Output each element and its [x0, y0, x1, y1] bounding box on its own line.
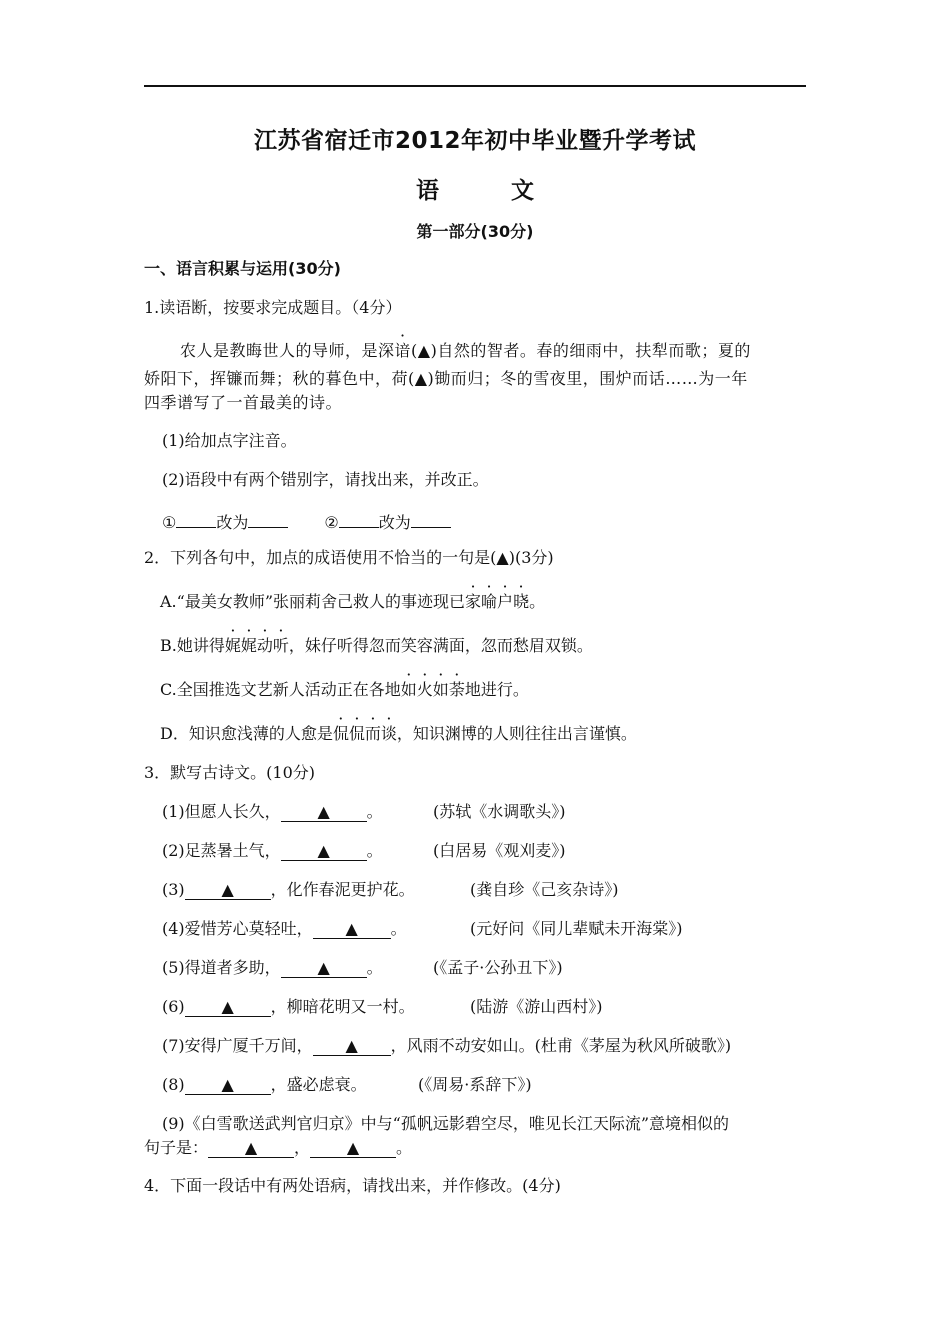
- q3-stem: 3．默写古诗文。(10分): [144, 763, 316, 782]
- dotted-char: 听: [272, 636, 289, 655]
- dotted-idiom: [225, 636, 289, 655]
- q1-passage-line-2: 娇阳下，挥镰而舞；秋的暮色中，荷(▲)锄而归；冬的雪夜里，围炉而话……为一年: [144, 369, 748, 388]
- q3-item: (3) ▲ ，化作春泥更护花。: [162, 880, 415, 899]
- q2-option-d: D．知识愈浅薄的人愈是侃侃而谈，知识渊博的人则往往出言谨慎。: [160, 724, 637, 743]
- answer-blank[interactable]: ▲: [313, 1037, 391, 1056]
- part-title: 第一部分(30分): [416, 222, 534, 241]
- q3-item: (5)得道者多助， ▲ 。: [162, 958, 383, 977]
- dotted-char: 侃: [348, 724, 365, 743]
- answer-blank[interactable]: ▲: [185, 1076, 271, 1095]
- dotted-char: 谙: [394, 341, 412, 360]
- answer-blank[interactable]: ▲: [185, 881, 271, 900]
- q1-passage-line-1: 农人是教晦世人的导师，是深谙(▲)自然的智者。春的细雨中，扶犁而歌；夏的: [180, 341, 751, 360]
- answer-blank[interactable]: [176, 509, 216, 528]
- q2-option-c: C.全国推选文艺新人活动正在各地如火如荼地进行。: [160, 680, 529, 699]
- dotted-idiom: [333, 724, 397, 743]
- q3-item-source: (白居易《观刈麦》): [433, 841, 566, 860]
- answer-blank[interactable]: ▲: [281, 959, 367, 978]
- dotted-idiom: [401, 680, 465, 699]
- dotted-char: 娓: [240, 636, 257, 655]
- answer-blank[interactable]: ▲: [281, 803, 367, 822]
- q1-stem: 1.读语断，按要求完成题目。（4分）: [144, 298, 402, 317]
- q3-item-source: (龚自珍《己亥杂诗》): [470, 880, 619, 899]
- q2-option-b: B.她讲得娓娓动听，妹仔听得忽而笑容满面，忽而愁眉双锁。: [160, 636, 593, 655]
- dotted-char: 娓: [224, 636, 241, 655]
- q3-item: (4)爱惜芳心莫轻吐， ▲ 。: [162, 919, 407, 938]
- q3-item-source: (苏轼《水调歌头》): [433, 802, 566, 821]
- dotted-char: 如: [400, 680, 417, 699]
- q3-item-9-line-1: (9)《白雪歌送武判官归京》中与“孤帆远影碧空尽，唯见长江天际流”意境相似的: [162, 1114, 730, 1133]
- answer-blank[interactable]: ▲: [281, 842, 367, 861]
- dotted-char: 谈: [380, 724, 397, 743]
- answer-blank[interactable]: ▲: [310, 1139, 396, 1158]
- q3-item-9-line-2: 句子是： ▲ ， ▲ 。: [144, 1138, 413, 1157]
- dotted-char: 喻: [481, 592, 498, 611]
- dotted-char: 侃: [332, 724, 349, 743]
- dotted-char: 如: [432, 680, 449, 699]
- q3-item: (7)安得广厦千万间， ▲ ，风雨不动安如山。(杜甫《茅屋为秋风所破歌》): [162, 1036, 732, 1055]
- q3-item-source: (《孟子·公孙丑下》): [433, 958, 563, 977]
- q2-stem: 2．下列各句中，加点的成语使用不恰当的一句是(▲)(3分): [144, 548, 554, 567]
- answer-blank[interactable]: ▲: [208, 1139, 294, 1158]
- q3-item-source: (元好问《同儿辈赋未开海棠》): [470, 919, 683, 938]
- answer-blank[interactable]: ▲: [313, 920, 391, 939]
- dotted-char: 户: [497, 592, 514, 611]
- q1-sub-1: (1)给加点字注音。: [162, 431, 297, 450]
- top-rule: [144, 85, 806, 87]
- q3-item-source: (《周易·系辞下》): [418, 1075, 532, 1094]
- dotted-char: 动: [256, 636, 273, 655]
- q1-sub-2: (2)语段中有两个错别字，请找出来，并改正。: [162, 470, 489, 489]
- q3-item-source: (陆游《游山西村》): [470, 997, 603, 1016]
- answer-blank[interactable]: [411, 509, 451, 528]
- subject-char-2: 文: [511, 178, 534, 204]
- dotted-idiom: [465, 592, 529, 611]
- dotted-char: 火: [416, 680, 433, 699]
- q3-item: (6) ▲ ，柳暗花明又一村。: [162, 997, 415, 1016]
- dotted-char: 晓: [513, 592, 530, 611]
- dotted-char: 而: [364, 724, 381, 743]
- subject-title: [0, 172, 950, 205]
- q3-item: (1)但愿人长久， ▲ 。: [162, 802, 383, 821]
- exam-title: 江苏省宿迁市2012年初中毕业暨升学考试: [253, 128, 696, 154]
- dotted-char: 荼: [448, 680, 465, 699]
- q3-item: (2)足蒸暑土气， ▲ 。: [162, 841, 383, 860]
- dotted-char: 家: [465, 592, 482, 611]
- answer-blank[interactable]: ▲: [185, 998, 271, 1017]
- q1-passage-line-3: 四季谱写了一首最美的诗。: [144, 393, 343, 412]
- answer-blank[interactable]: [248, 509, 288, 528]
- section-heading: 一、语言积累与运用(30分): [144, 259, 341, 278]
- q3-item: (8) ▲ ，盛必虑衰。: [162, 1075, 367, 1094]
- answer-blank[interactable]: [339, 509, 379, 528]
- q4-stem: 4．下面一段话中有两处语病，请找出来，并作修改。(4分): [144, 1176, 561, 1195]
- q1-answer-line: ① 改为 ② 改为: [162, 509, 451, 533]
- q2-option-a: A.“最美女教师”张丽莉舍己救人的事迹现已家喻户晓。: [160, 592, 546, 611]
- subject-char-1: 语: [416, 178, 439, 204]
